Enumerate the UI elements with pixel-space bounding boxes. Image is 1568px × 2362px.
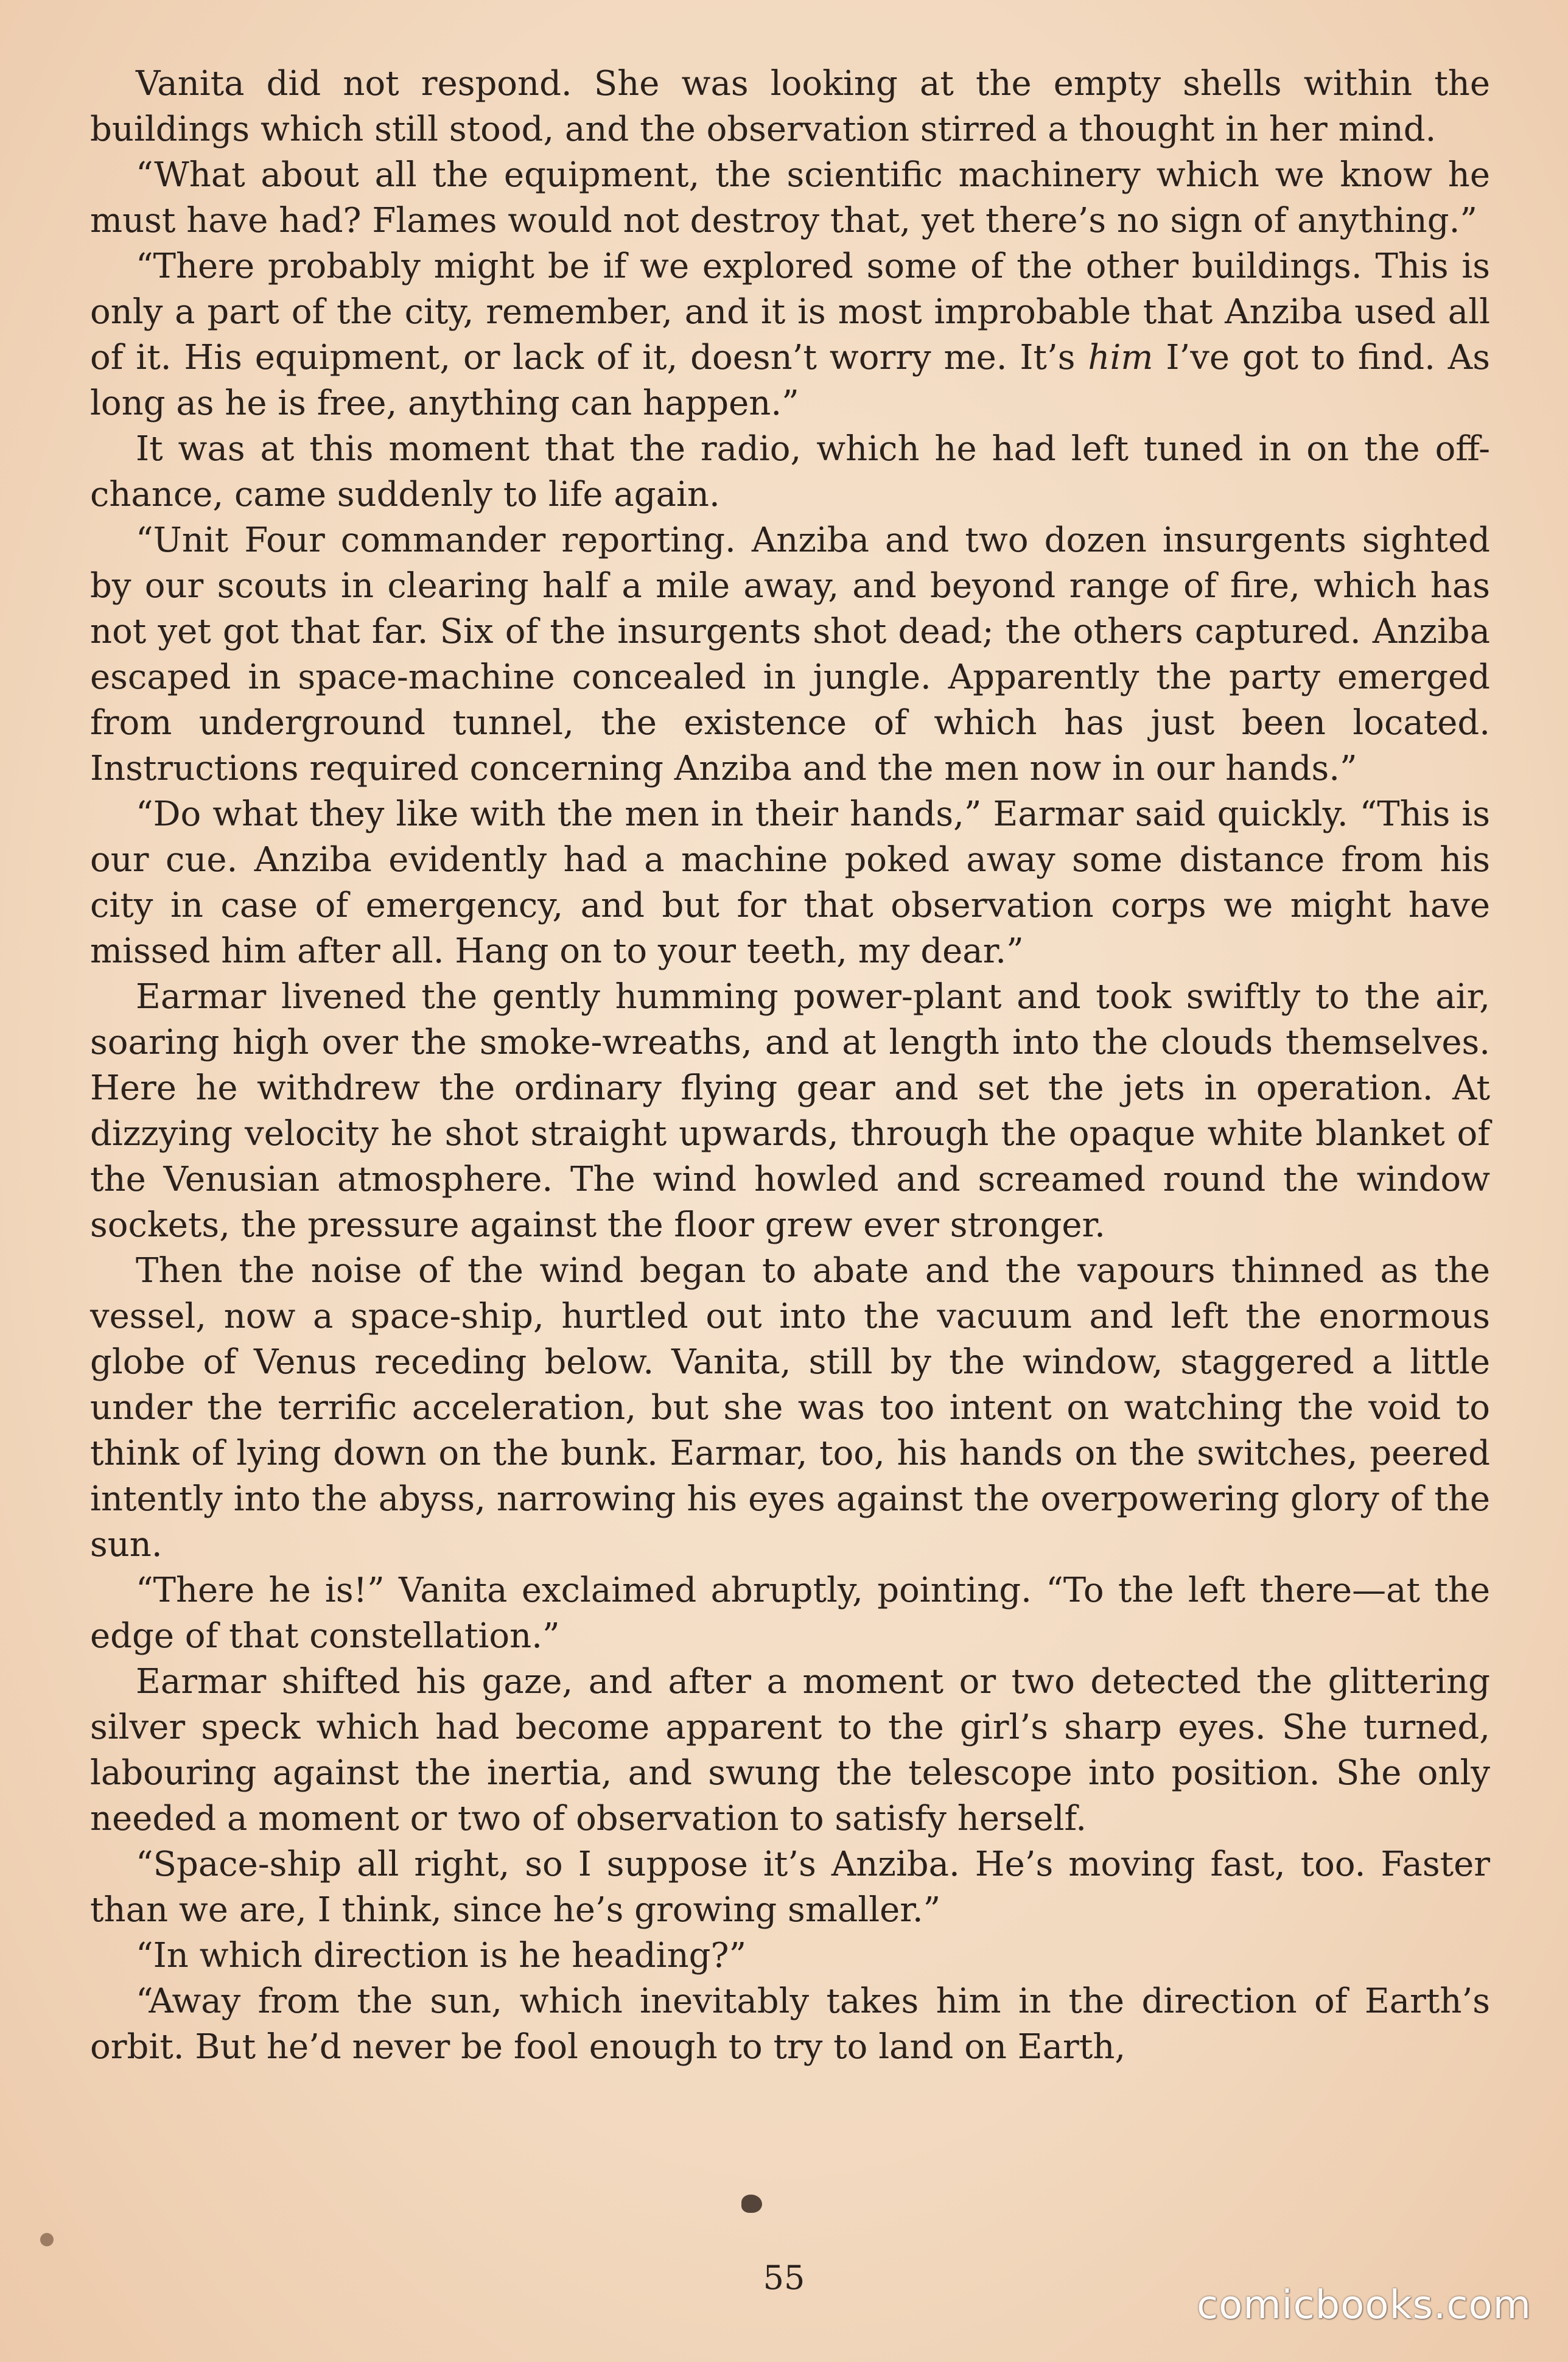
body-text	[90, 61, 1490, 2070]
emphasis: him	[1088, 338, 1153, 377]
paragraph: “Away from the sun, which inevitably takes him in the direction of Earth’s orbit. But he’d never be fool enough to try to land on Earth,	[90, 1982, 1490, 2067]
paragraph: “Do what they like with the men in their hands,” Earmar said quickly. “This is our cue. Anziba evidently had a machine poked away some distance from his city in case of emergency, and but for that observation corps we might have missed him after all. Hang on to your teeth, my dear.”	[90, 794, 1490, 971]
paragraph	[90, 244, 1490, 426]
paragraph: “Unit Four commander reporting. Anziba and two dozen insurgents sighted by our scouts in clearing half a mile away, and beyond range of fire, which has not yet got that far. Six of the insurgents shot dead; the others captured. Anziba escaped in space-machine concealed in jungle. Apparently the party emerged from underground tunnel, the existence of which has just been located. Instructions required concerning Anziba and the men now in our hands.”	[90, 520, 1490, 788]
paragraph: It was at this moment that the radio, which he had left tuned in on the off-chance, came suddenly to life again.	[90, 429, 1490, 514]
paragraph: “In which direction is he heading?”	[136, 1936, 747, 1975]
paragraph: “Space-ship all right, so I suppose it’s Anziba. He’s moving fast, too. Faster than we are, I think, since he’s growing smaller.”	[90, 1845, 1490, 1930]
ink-blot	[741, 2195, 762, 2213]
ink-spot	[40, 2233, 54, 2246]
paragraph: Earmar shifted his gaze, and after a moment or two detected the glittering silver speck which had become apparent to the girl’s sharp eyes. She turned, labouring against the inertia, and swung the telescope into position. She only needed a moment or two of observation to satisfy herself.	[90, 1662, 1490, 1838]
page-number: 55	[763, 2259, 805, 2297]
watermark: comicbooks.com	[1196, 2283, 1531, 2328]
paragraph: “There he is!” Vanita exclaimed abruptly, pointing. “To the left there—at the edge of that constellation.”	[90, 1571, 1490, 1656]
paragraph: Earmar livened the gently humming power-plant and took swiftly to the air, soaring high over the smoke-wreaths, and at length into the clouds themselves. Here he withdrew the ordinary flying gear and set the jets in operation. At dizzying velocity he shot straight upwards, through the opaque white blanket of the Venusian atmosphere. The wind howled and screamed round the window sockets, the pressure against the floor grew ever stronger.	[90, 977, 1490, 1245]
paragraph: “What about all the equipment, the scientific machinery which we know he must have had? Flames would not destroy that, yet there’s no sign of anything.”	[90, 155, 1490, 240]
paragraph: Vanita did not respond. She was looking at the empty shells within the buildings which still stood, and the observation stirred a thought in her mind.	[90, 64, 1490, 149]
paragraph: Then the noise of the wind began to abate and the vapours thinned as the vessel, now a space-ship, hurtled out into the vacuum and left the enormous globe of Venus receding below. Vanita, still by the window, staggered a little under the terrific acceleration, but she was too intent on watching the void to think of lying down on the bunk. Earmar, too, his hands on the switches, peered intently into the abyss, narrowing his eyes against the overpowering glory of the sun.	[90, 1251, 1490, 1565]
paragraph-text: “There probably might be if we explored some of the other buildings. This is only a part of the city, remember, and it is most improbable that Anziba used all of it. His equipment, or lack of it, doesn’t worry me. It’s	[90, 247, 1490, 377]
paragraph-text: I’ve got to find. As long as he is free, anything can happen.”	[90, 338, 1490, 423]
